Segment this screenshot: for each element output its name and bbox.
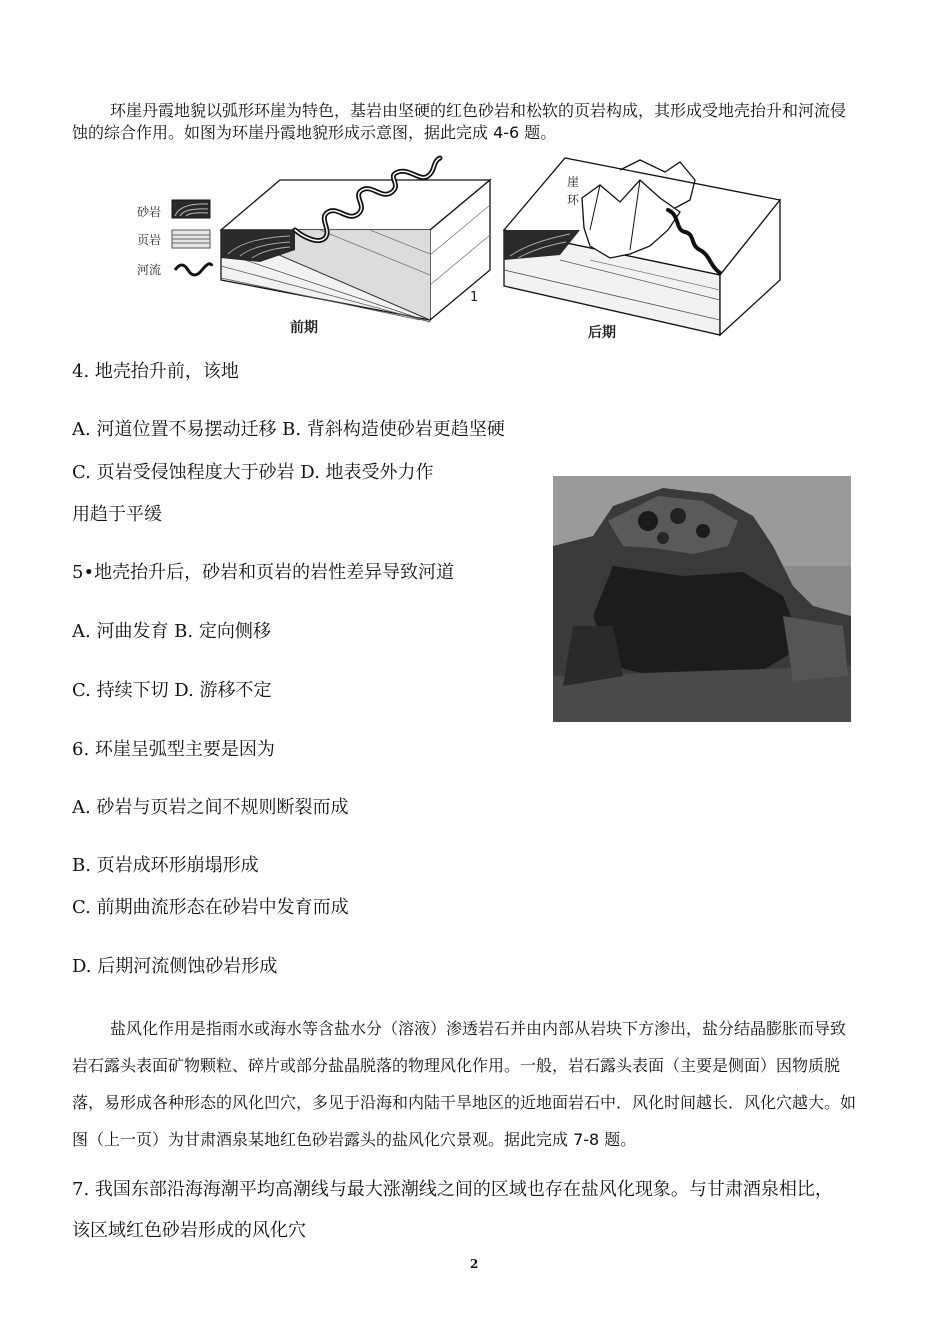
late-block <box>504 158 780 335</box>
legend <box>137 200 212 277</box>
page-number: 2 <box>470 1257 479 1271</box>
q4-options-cd-cont: 用趋于平缓 <box>72 504 162 525</box>
q7-line-2: 该区域红色砂岩形成的风化穴 <box>72 1220 306 1241</box>
legend-sandstone-label: 砂岩 <box>137 205 162 219</box>
weathering-photo <box>553 476 851 722</box>
river-swatch <box>175 264 212 275</box>
q4-options-cd: C. 页岩受侵蚀程度大于砂岩 D. 地表受外力作 <box>72 462 434 483</box>
legend-river-label: 河流 <box>137 263 162 277</box>
q4-options-ab: A. 河道位置不易摆动迁移 B. 背斜构造使砂岩更趋坚硬 <box>72 419 505 440</box>
q6-option-b: B. 页岩成环形崩塌形成 <box>72 855 259 876</box>
intro-line-2: 蚀的综合作用。如图为环崖丹霞地貌形成示意图，据此完成 4-6 题。 <box>72 123 557 142</box>
q7-line-1: 7. 我国东部沿海海潮平均高潮线与最大涨潮线之间的区域也存在盐风化现象。与甘肃酒泉相比， <box>72 1179 833 1200</box>
early-block <box>221 158 490 342</box>
landform-diagram <box>120 150 800 350</box>
label-ya: 崖 <box>567 175 580 189</box>
passage2-line-1: 盐风化作用是指雨水或海水等含盐水分（溶液）渗透岩石并由内部从岩块下方渗出，盐分结晶膨胀而导致 <box>110 1019 847 1038</box>
legend-shale-label: 页岩 <box>137 233 162 247</box>
label-huan: 环 <box>567 193 580 207</box>
passage2-line-2: 岩石露头表面矿物颗粒、碎片或部分盐晶脱落的物理风化作用。一般，岩石露头表面（主要是侧面）因物质脱 <box>72 1056 841 1075</box>
q5-options-cd: C. 持续下切 D. 游移不定 <box>72 680 272 701</box>
passage2-line-3: 落，易形成各种形态的风化凹穴，多见于沿海和内陆干旱地区的近地面岩石中．风化时间越长．风化穴越大。如 <box>72 1093 857 1112</box>
q6-option-d: D. 后期河流侧蚀砂岩形成 <box>72 956 278 977</box>
q4-stem: 4. 地壳抬升前，该地 <box>72 361 239 382</box>
q6-option-a: A. 砂岩与页岩之间不规则断裂而成 <box>72 797 349 818</box>
sandstone-swatch <box>172 200 210 218</box>
q5-options-ab: A. 河曲发育 B. 定向侧移 <box>72 621 271 642</box>
label-late: 后期 <box>588 325 616 341</box>
intro-line-1: 环崖丹霞地貌以弧形环崖为特色，基岩由坚硬的红色砂岩和松软的页岩构成，其形成受地壳抬升和河流侵 <box>110 101 847 120</box>
q5-stem: 5•地壳抬升后，砂岩和页岩的岩性差异导致河道 <box>72 562 455 583</box>
passage2-line-4: 图（上一页）为甘肃酒泉某地红色砂岩露头的盐风化穴景观。据此完成 7-8 题。 <box>72 1130 637 1149</box>
q6-option-c: C. 前期曲流形态在砂岩中发育而成 <box>72 897 349 918</box>
shale-swatch <box>172 230 210 248</box>
marker-1: 1 <box>470 290 479 305</box>
label-early: 前期 <box>290 320 318 336</box>
q6-stem: 6. 环崖呈弧型主要是因为 <box>72 739 275 760</box>
